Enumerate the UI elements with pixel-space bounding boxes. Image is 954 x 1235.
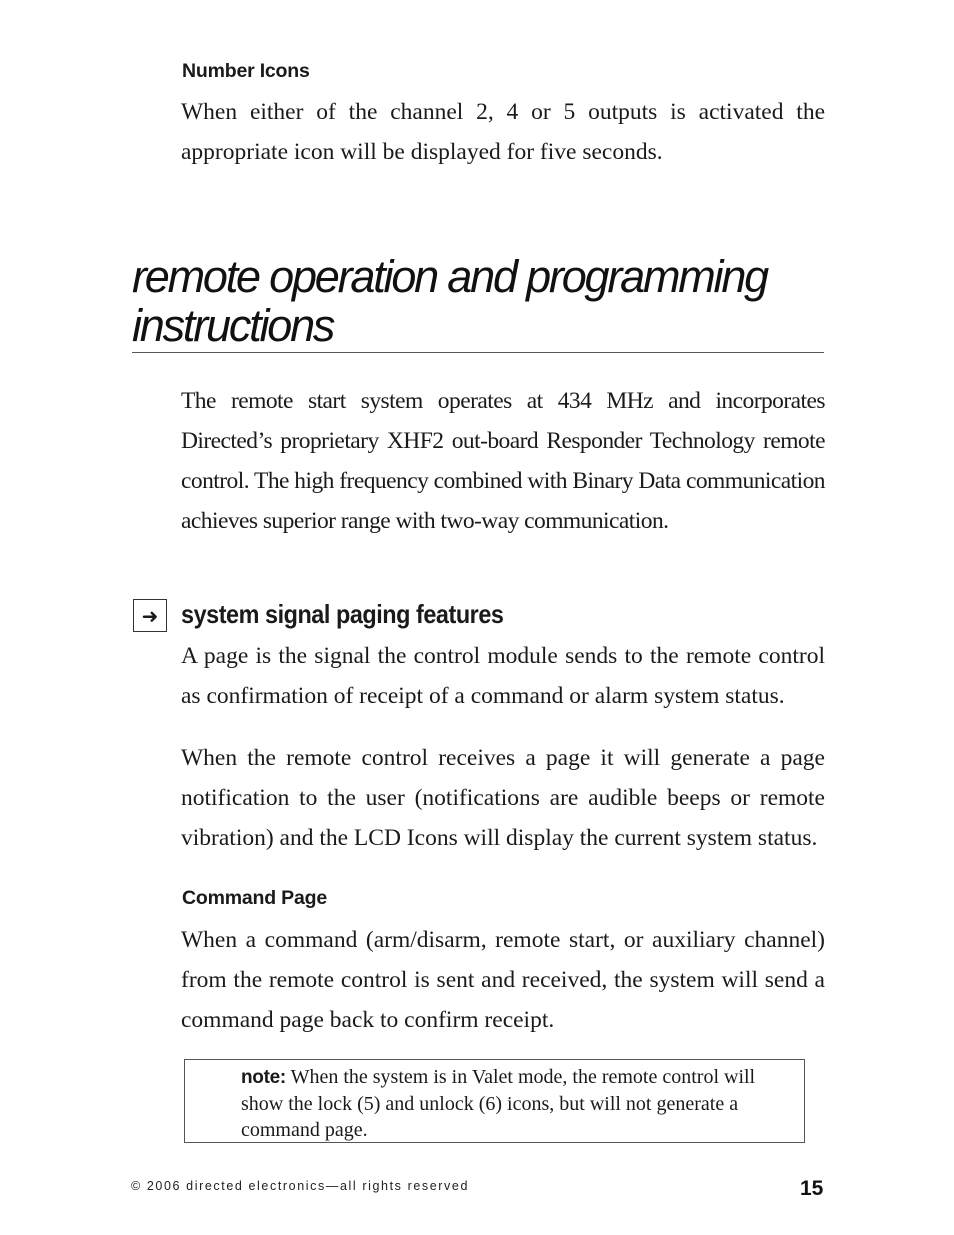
arrow-glyph: ➜ bbox=[141, 603, 159, 628]
paging-features-heading: system signal paging features bbox=[181, 599, 504, 629]
arrow-icon bbox=[133, 599, 167, 632]
footer-copyright: © 2006 directed electronics—all rights reserved bbox=[131, 1179, 470, 1193]
number-icons-paragraph: When either of the channel 2, 4 or 5 outputs is activated the appropriate icon will be displayed for five seconds. bbox=[181, 99, 825, 165]
note-box bbox=[184, 1059, 805, 1143]
page-notification-paragraph: When the remote control receives a page it will generate a page notification to the user (notifications are audible beeps or remote vibration) and the LCD Icons will display the current system status. bbox=[181, 745, 825, 851]
note-text: When the system is in Valet mode, the remote control will show the lock (5) and unlock (6) icons, but will not generate a command page. bbox=[241, 1066, 756, 1141]
page-number: 15 bbox=[800, 1177, 824, 1200]
command-page-paragraph: When a command (arm/disarm, remote start, or auxiliary channel) from the remote control is sent and received, the system will send a command page back to confirm receipt. bbox=[181, 927, 825, 1033]
intro-paragraph: The remote start system operates at 434 MHz and incorporates Directed’s proprietary XHF2 out-board Responder Technology remote control. The high frequency combined with Binary Data communication achieves superior range with two-way communication. bbox=[181, 388, 825, 534]
number-icons-heading: Number Icons bbox=[182, 60, 310, 82]
command-page-heading: Command Page bbox=[182, 887, 327, 909]
page-definition-paragraph: A page is the signal the control module sends to the remote control as confirmation of receipt of a command or alarm system status. bbox=[181, 643, 825, 709]
note-label: note: bbox=[241, 1067, 286, 1088]
section-title: remote operation and programming instructions bbox=[132, 252, 824, 353]
note-content bbox=[241, 1064, 761, 1143]
